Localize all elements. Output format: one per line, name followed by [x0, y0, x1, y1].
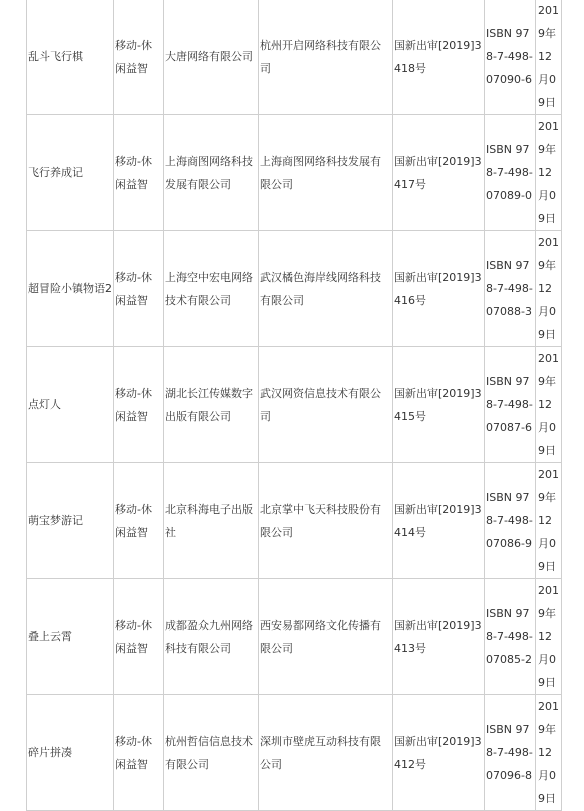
date-cell: 2019年12月09日 — [536, 463, 562, 579]
game-name-cell: 点灯人 — [27, 347, 114, 463]
approval-number-cell: 国新出审[2019]3414号 — [393, 463, 485, 579]
publisher-cell: 湖北长江传媒数字出版有限公司 — [164, 347, 259, 463]
game-name-cell: 萌宝梦游记 — [27, 463, 114, 579]
table-row — [27, 115, 562, 231]
date-cell: 2019年12月09日 — [536, 0, 562, 115]
operator-cell: 深圳市壁虎互动科技有限公司 — [259, 695, 393, 811]
isbn-cell: ISBN 978-7-498-07090-6 — [485, 0, 536, 115]
operator-cell: 北京掌中飞天科技股份有限公司 — [259, 463, 393, 579]
isbn-cell: ISBN 978-7-498-07089-0 — [485, 115, 536, 231]
isbn-cell: ISBN 978-7-498-07096-8 — [485, 695, 536, 811]
operator-cell: 西安易都网络文化传播有限公司 — [259, 579, 393, 695]
publisher-cell: 杭州哲信信息技术有限公司 — [164, 695, 259, 811]
table-row — [27, 231, 562, 347]
publisher-cell: 北京科海电子出版社 — [164, 463, 259, 579]
operator-cell: 武汉橘色海岸线网络科技有限公司 — [259, 231, 393, 347]
table-row — [27, 0, 562, 115]
date-cell: 2019年12月09日 — [536, 347, 562, 463]
operator-cell: 武汉网资信息技术有限公司 — [259, 347, 393, 463]
isbn-cell: ISBN 978-7-498-07087-6 — [485, 347, 536, 463]
category-cell: 移动-休闲益智 — [114, 463, 164, 579]
game-name-cell: 飞行养成记 — [27, 115, 114, 231]
publisher-cell: 成都盈众九州网络科技有限公司 — [164, 579, 259, 695]
publisher-cell: 大唐网络有限公司 — [164, 0, 259, 115]
publisher-cell: 上海商图网络科技发展有限公司 — [164, 115, 259, 231]
date-cell: 2019年12月09日 — [536, 695, 562, 811]
approval-number-cell: 国新出审[2019]3412号 — [393, 695, 485, 811]
table-row — [27, 695, 562, 811]
date-cell: 2019年12月09日 — [536, 579, 562, 695]
game-name-cell: 碎片拼凑 — [27, 695, 114, 811]
approval-number-cell: 国新出审[2019]3416号 — [393, 231, 485, 347]
approval-number-cell: 国新出审[2019]3417号 — [393, 115, 485, 231]
approval-table — [26, 0, 562, 811]
category-cell: 移动-休闲益智 — [114, 0, 164, 115]
category-cell: 移动-休闲益智 — [114, 231, 164, 347]
game-name-cell: 超冒险小镇物语2 — [27, 231, 114, 347]
approval-number-cell: 国新出审[2019]3413号 — [393, 579, 485, 695]
category-cell: 移动-休闲益智 — [114, 347, 164, 463]
table-body — [27, 0, 562, 811]
publisher-cell: 上海空中宏电网络技术有限公司 — [164, 231, 259, 347]
category-cell: 移动-休闲益智 — [114, 695, 164, 811]
category-cell: 移动-休闲益智 — [114, 115, 164, 231]
table-row — [27, 463, 562, 579]
game-name-cell: 叠上云霄 — [27, 579, 114, 695]
operator-cell: 杭州开启网络科技有限公司 — [259, 0, 393, 115]
isbn-cell: ISBN 978-7-498-07086-9 — [485, 463, 536, 579]
date-cell: 2019年12月09日 — [536, 231, 562, 347]
table-row — [27, 579, 562, 695]
approval-number-cell: 国新出审[2019]3415号 — [393, 347, 485, 463]
date-cell: 2019年12月09日 — [536, 115, 562, 231]
game-name-cell: 乱斗飞行棋 — [27, 0, 114, 115]
category-cell: 移动-休闲益智 — [114, 579, 164, 695]
isbn-cell: ISBN 978-7-498-07085-2 — [485, 579, 536, 695]
operator-cell: 上海商图网络科技发展有限公司 — [259, 115, 393, 231]
approval-number-cell: 国新出审[2019]3418号 — [393, 0, 485, 115]
isbn-cell: ISBN 978-7-498-07088-3 — [485, 231, 536, 347]
table-row — [27, 347, 562, 463]
